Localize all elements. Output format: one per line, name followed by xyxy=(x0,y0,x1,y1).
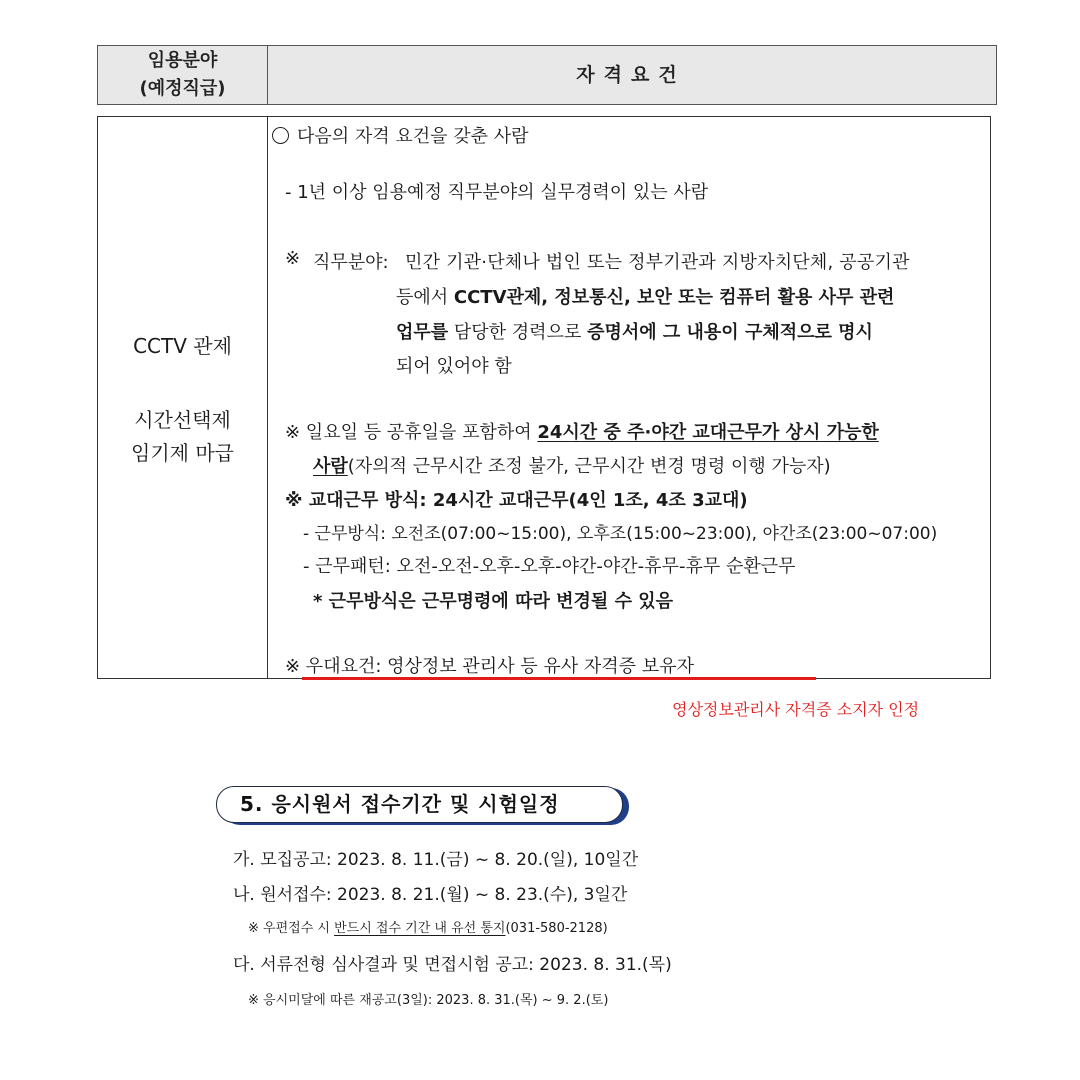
red-underline xyxy=(302,677,816,680)
schedule-note-postal: ※ 우편접수 시 반드시 접수 기간 내 유선 통지(031-580-2128) xyxy=(248,921,608,936)
position-type-line2: 임기제 마급 xyxy=(131,441,234,465)
note-field-line4: 되어 있어야 함 xyxy=(396,356,512,377)
header-requirements-label: 자격요건 xyxy=(576,64,686,86)
schedule-item-announcement: 가. 모집공고: 2023. 8. 11.(금) ~ 8. 20.(일), 10일간 xyxy=(233,850,639,870)
note-shift-availability: ※ 일요일 등 공휴일을 포함하여 24시간 중 주·야간 교대근무가 상시 가능한 xyxy=(285,422,879,443)
shift-note: * 근무방식은 근무명령에 따라 변경될 수 있음 xyxy=(313,591,673,612)
red-annotation: 영상정보관리사 자격증 소지자 인정 xyxy=(672,700,920,719)
note-shift-availability-line2: 사람(자의적 근무시간 조정 불가, 근무시간 변경 명령 이행 가능자) xyxy=(313,456,831,477)
requirements-intro: 다음의 자격 요건을 갖춘 사람 xyxy=(272,122,529,148)
note-field-line3: 업무를 담당한 경력으로 증명서에 그 내용이 구체적으로 명시 xyxy=(396,322,873,343)
position-type-line1: 시간선택제 xyxy=(134,408,231,432)
header-field-column xyxy=(98,47,267,103)
schedule-note-reannouncement: ※ 응시미달에 따른 재공고(3일): 2023. 8. 31.(목) ~ 9. 2.(토) xyxy=(248,993,609,1008)
requirement-experience: - 1년 이상 임용예정 직무분야의 실무경력이 있는 사람 xyxy=(285,182,709,203)
note-field-mark: ※ xyxy=(285,248,301,269)
note-field-line2: 등에서 CCTV관제, 정보통신, 보안 또는 컴퓨터 활용 사무 관련 xyxy=(396,287,895,308)
shift-method-title: ※ 교대근무 방식: 24시간 교대근무(4인 1조, 4조 3교대) xyxy=(285,490,748,511)
note-field-label: 직무분야: xyxy=(313,252,389,273)
shift-hours: - 근무방식: 오전조(07:00~15:00), 오후조(15:00~23:00), 야간조(23:00~07:00) xyxy=(303,524,938,544)
header-grade-label: (예정직급) xyxy=(139,78,226,99)
schedule-item-results: 다. 서류전형 심사결과 및 면접시험 공고: 2023. 8. 31.(목) xyxy=(233,955,672,975)
preferred-qualification: ※ 우대요건: 영상정보 관리사 등 유사 자격증 보유자 xyxy=(285,656,694,677)
header-field-label: 임용분야 xyxy=(147,50,218,71)
circle-bullet-icon xyxy=(272,127,289,144)
schedule-item-application: 나. 원서접수: 2023. 8. 21.(월) ~ 8. 23.(수), 3일간 xyxy=(233,885,628,905)
shift-pattern: - 근무패턴: 오전-오전-오후-오후-야간-야간-휴무-휴무 순환근무 xyxy=(303,556,796,577)
note-field-line1: 민간 기관·단체나 법인 또는 정부기관과 지방자치단체, 공공기관 xyxy=(405,252,910,273)
position-field: CCTV 관제 xyxy=(133,334,232,358)
position-type xyxy=(98,404,267,470)
table-column-divider xyxy=(267,116,268,678)
section-title: 5. 응시원서 접수기간 및 시험일정 xyxy=(240,792,560,816)
header-bottom-border xyxy=(97,104,995,105)
